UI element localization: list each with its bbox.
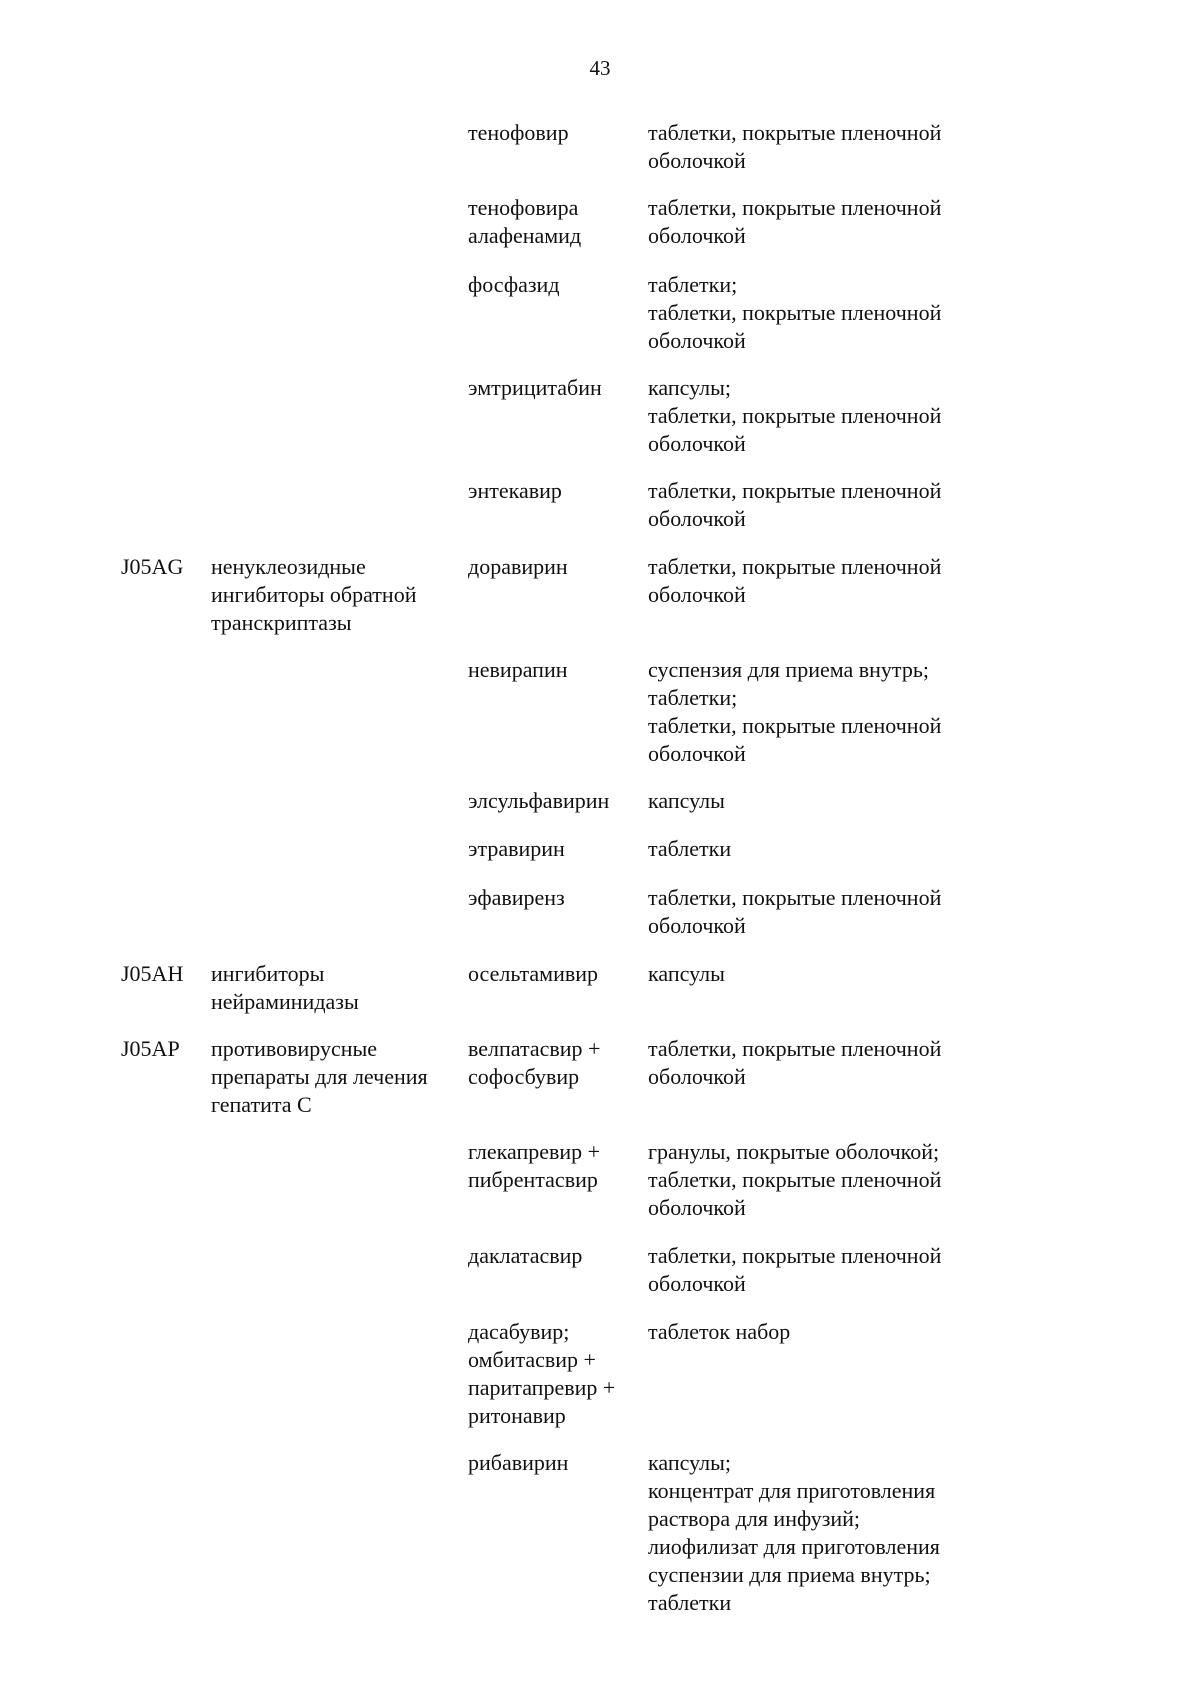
dosage-forms: таблетки, покрытые пленочной оболочкой	[648, 554, 942, 607]
drug-name: энтекавир	[468, 478, 562, 503]
drug-name: эмтрицитабин	[468, 375, 602, 400]
dosage-forms: таблетки, покрытые пленочной оболочкой	[648, 195, 942, 248]
drug-group: ненуклеозидные ингибиторы обратной транскриптазы	[211, 554, 417, 635]
drug-name: фосфазид	[468, 272, 560, 297]
drug-name: невирапин	[468, 657, 568, 682]
dosage-forms: капсулы	[648, 788, 725, 813]
atc-code: J05AP	[121, 1036, 180, 1061]
dosage-forms: капсулы	[648, 961, 725, 986]
drug-group: ингибиторы нейраминидазы	[211, 961, 359, 1014]
drug-name: доравирин	[468, 554, 568, 579]
atc-code: J05AG	[121, 554, 184, 579]
dosage-forms: таблетки; таблетки, покрытые пленочной оболочкой	[648, 272, 942, 353]
dosage-forms: капсулы; концентрат для приготовления раствора для инфузий; лиофилизат для приготовления суспензии для приема внутрь; таблетки	[648, 1450, 940, 1615]
dosage-forms: гранулы, покрытые оболочкой; таблетки, покрытые пленочной оболочкой	[648, 1139, 942, 1220]
dosage-forms: таблетки, покрытые пленочной оболочкой	[648, 120, 942, 173]
drug-name: элсульфавирин	[468, 788, 610, 813]
dosage-forms: таблетки	[648, 836, 732, 861]
dosage-forms: таблетки, покрытые пленочной оболочкой	[648, 478, 942, 531]
drug-name: дасабувир; омбитасвир + паритапревир + ритонавир	[468, 1319, 616, 1428]
drug-name: осельтамивир	[468, 961, 599, 986]
drug-name: глекапревир + пибрентасвир	[468, 1139, 601, 1192]
drug-group: противовирусные препараты для лечения гепатита С	[211, 1036, 428, 1117]
drug-name: эфавиренз	[468, 885, 565, 910]
drug-name: тенофовир	[468, 120, 569, 145]
drug-name: рибавирин	[468, 1450, 569, 1475]
page-number: 43	[589, 56, 611, 80]
dosage-forms: таблетки, покрытые пленочной оболочкой	[648, 1243, 942, 1296]
dosage-forms: таблетки, покрытые пленочной оболочкой	[648, 1036, 942, 1089]
drug-name: этравирин	[468, 836, 565, 861]
drug-name: тенофовира алафенамид	[468, 195, 582, 248]
dosage-forms: таблеток набор	[648, 1319, 791, 1344]
drug-name: велпатасвир + софосбувир	[468, 1036, 601, 1089]
atc-code: J05AH	[121, 961, 184, 986]
dosage-forms: таблетки, покрытые пленочной оболочкой	[648, 885, 942, 938]
dosage-forms: капсулы; таблетки, покрытые пленочной оболочкой	[648, 375, 942, 456]
drug-name: даклатасвир	[468, 1243, 583, 1268]
dosage-forms: суспензия для приема внутрь; таблетки; таблетки, покрытые пленочной оболочкой	[648, 657, 942, 766]
